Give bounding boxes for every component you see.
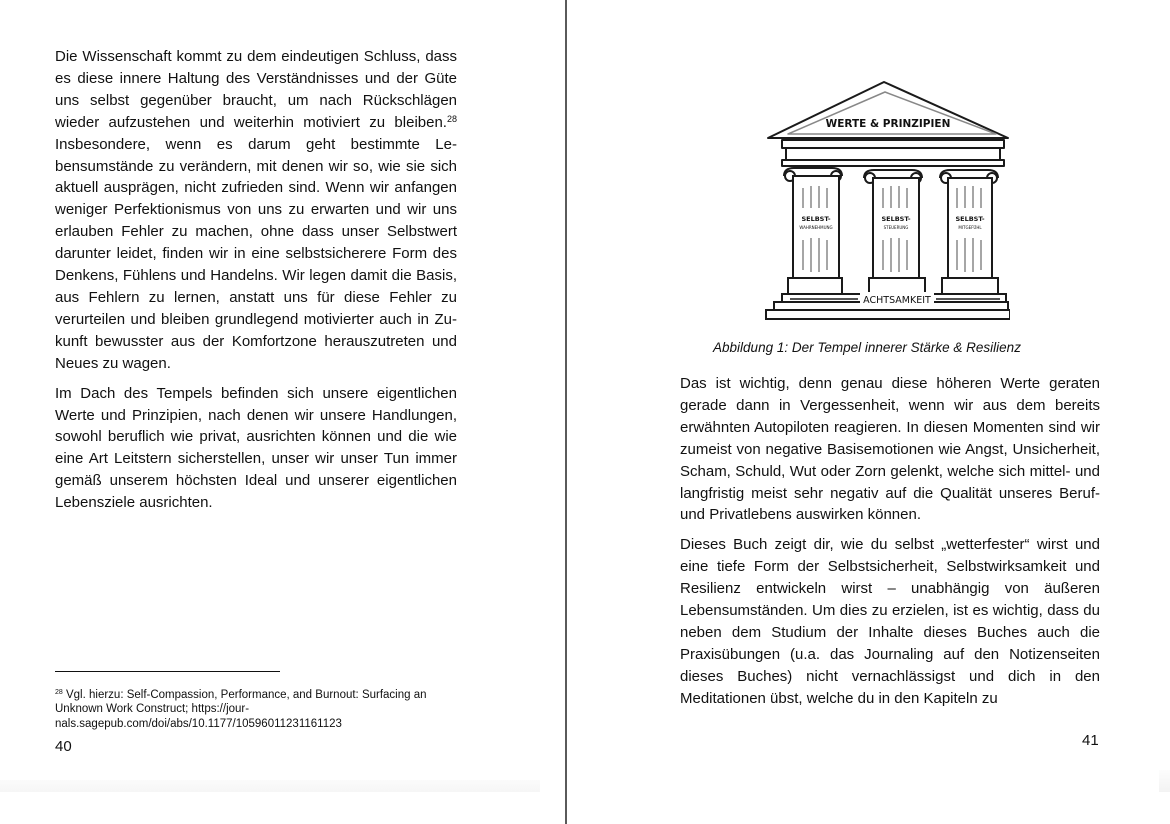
- pillar-1: [784, 168, 842, 294]
- paragraph: Im Dach des Tempels befinden sich unsere eigentlichen Werte und Prinzipien, nach denen wir unsere Handlungen, sowohl beruflich wie privat, ausrichten können und die wie eine Art Leitstern sicherstellen, unser wir unser Tun immer gemäß unserem höchsten Ideal und unserer eigentlichen Lebensziele ausrichten.: [55, 384, 457, 512]
- paragraph: Dieses Buch zeigt dir, wie du selbst „wetterfester“ wirst und eine tiefe Form der Selbstsicherheit, Selbstwirksamkeit und Resilienz entwickeln wirst – unabhängig von äußeren Lebensumständen. Um dies zu erzielen, ist es wichtig, dass du neben dem Studium der Inhalte dieses Buches auch die Praxisübungen (u.a. das Journaling auf den Notizenseiten dieses Buches) nicht vernachlässigst und dich in den Meditationen übst, welche du in den Kapiteln zu: [680, 536, 1100, 707]
- pillar-sublabel: STEUERUNG: [883, 225, 909, 230]
- pillar-2: [864, 170, 925, 294]
- temple-diagram: [760, 76, 1010, 326]
- footnote: [55, 688, 455, 731]
- pillar-3: [940, 170, 998, 294]
- footnote-divider: [55, 671, 280, 672]
- page-shadow: [0, 780, 540, 792]
- left-page: [0, 0, 565, 824]
- footnote-ref[interactable]: 28: [446, 113, 457, 124]
- footnote-link[interactable]: nals.sagepub.com/doi/abs/10.1177/10596011231161123: [55, 717, 342, 730]
- temple-figure: [760, 76, 1010, 326]
- figure-caption: Abbildung 1: Der Tempel innerer Stärke & Resilienz: [713, 340, 1021, 355]
- entablature-bottom: [782, 160, 1004, 166]
- paragraph-text: Insbesondere, wenn es darum geht bestimmte Lebensumstände zu verändern, mit denen wir so, wie sie sich aktuell ausprägen, nicht zufrieden sind. Wenn wir anfangen weniger Perfektionismus von uns zu erwarten und wir uns erlauben Fehler zu machen, ohne dass unser Selbstwert darunter leidet, finden wir in eine selbstsicherere Form des Denkens, Fühlens und Handelns. Wir legen damit die Basis, aus Fehlern zu lernen, anstatt uns für diese Fehler zu verurteilen und bleiben grundlegend motivierter auch in Zukunft bewusster aus der Komfortzone herauszutreten und Neues zu wagen.: [55, 135, 457, 372]
- pillar-sublabel: MITGEFÜHL: [958, 225, 982, 230]
- footnote-text: Vgl. hierzu: Self-Compassion, Performance, and Burnout: Surfacing an Unknown Work Construct; https://jour-: [55, 689, 427, 716]
- page-shadow: [1159, 770, 1170, 792]
- paragraph-text: Die Wissenschaft kommt zu dem eindeutigen Schluss, dass es diese innere Haltung des Verständnisses und der Güte uns selbst gegenüber braucht, um nach Rückschlägen wieder aufzustehen und weiterhin motiviert zu bleiben.: [55, 48, 457, 131]
- step-bottom: [766, 310, 1010, 319]
- page-number: 40: [55, 738, 72, 755]
- pillar-label: SELBST-: [801, 215, 831, 223]
- page-number: 41: [1082, 732, 1099, 749]
- pillar-label: SELBST-: [881, 215, 911, 223]
- pillar-sublabel: WAHRNEHMUNG: [799, 225, 833, 230]
- entablature: [786, 148, 1000, 160]
- base-label: ACHTSAMKEIT: [863, 295, 931, 306]
- paragraph: Das ist wichtig, denn genau diese höheren Werte geraten gerade dann in Vergessenheit, wenn wir aus dem bereits erwähnten Autopiloten reagieren. In diesen Momenten sind wir zumeist von negative Basisemotionen wie Angst, Unsicherheit, Scham, Schuld, Wut oder Zorn gelenkt, welche sich mittel- und langfristig meist sehr negativ auf die Qualität unseres Beruf- und Privatlebens auswirken können.: [680, 375, 1100, 524]
- paragraph: [55, 46, 457, 375]
- roof-label: WERTE & PRINZIPIEN: [825, 118, 951, 130]
- right-body-text: [680, 373, 1100, 718]
- entablature-top: [782, 140, 1004, 148]
- footnote-number: 28: [55, 689, 63, 696]
- pillar-label: SELBST-: [955, 215, 985, 223]
- left-body-text: [55, 46, 457, 522]
